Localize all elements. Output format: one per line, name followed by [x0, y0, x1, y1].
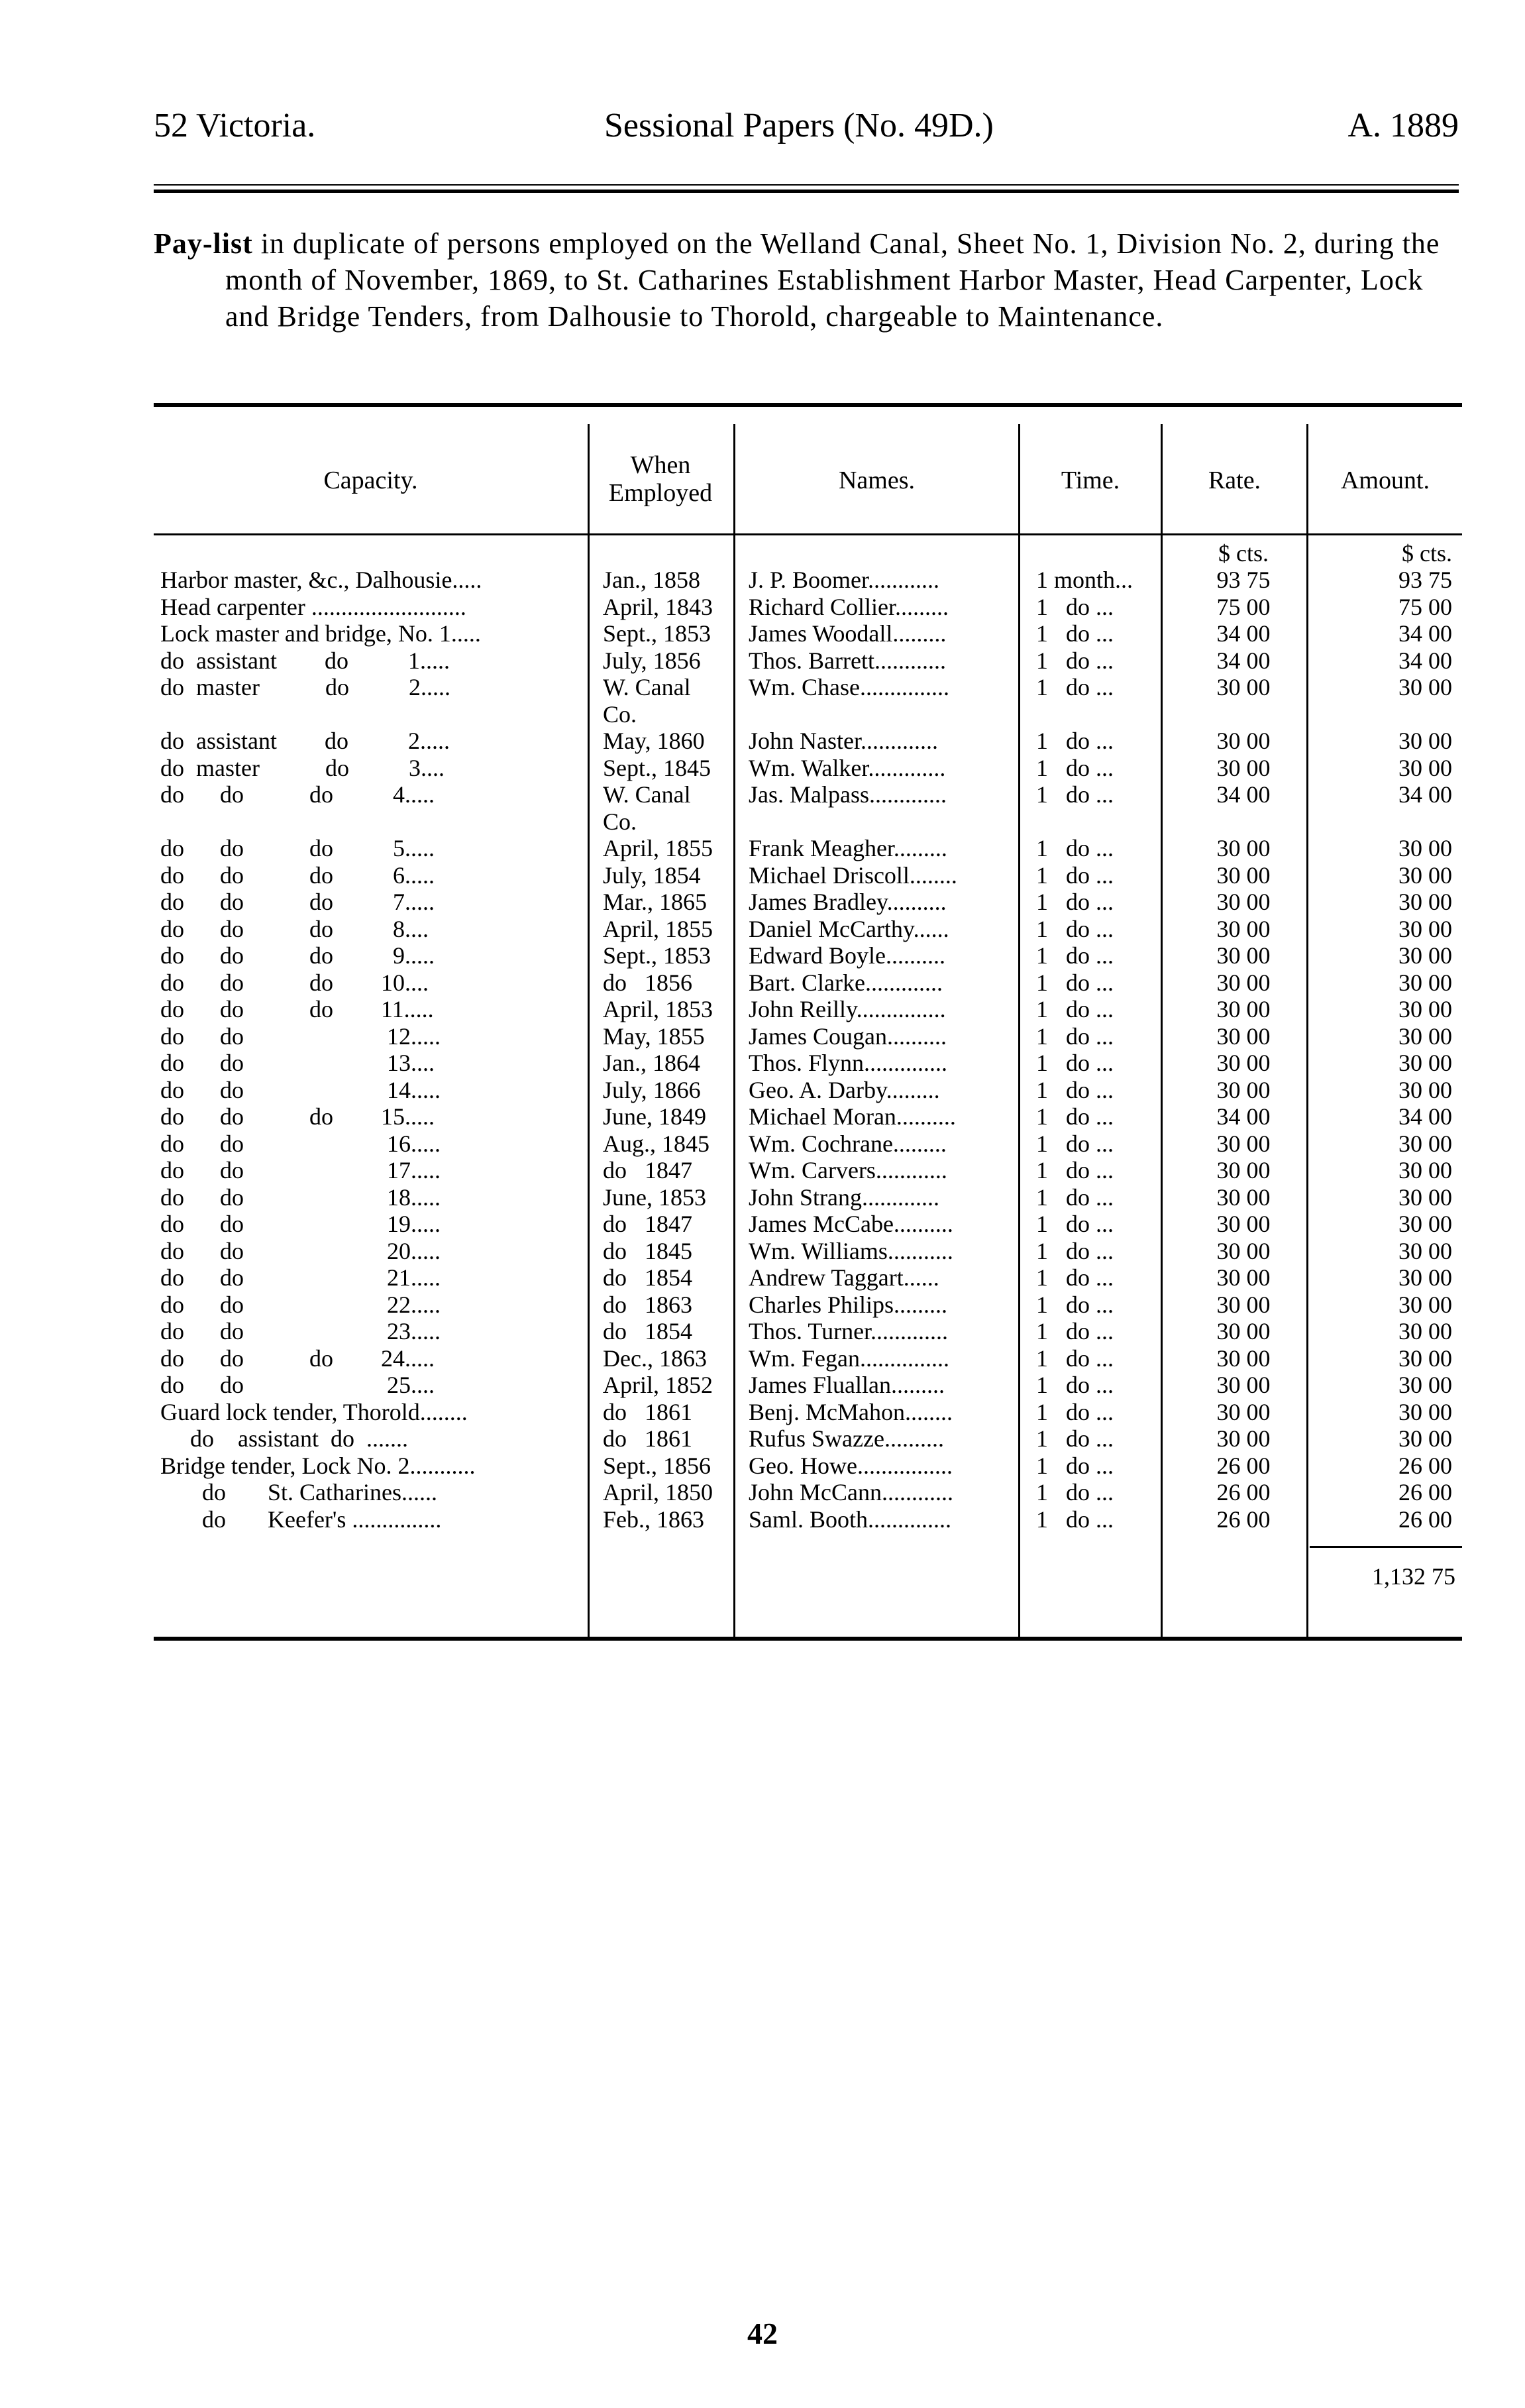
- when-employed-cell: do 1861: [603, 1425, 692, 1452]
- header-session: 52 Victoria.: [154, 107, 316, 144]
- time-cell: 1 do ...: [1036, 1398, 1114, 1425]
- when-employed-cell: Dec., 1863: [603, 1344, 707, 1372]
- rate-cell: 30 00: [1216, 674, 1271, 700]
- capacity-cell: do assistant do 1.....: [160, 647, 450, 674]
- table-row: [154, 1184, 1462, 1211]
- table-row: [154, 969, 1462, 996]
- table-row: [154, 996, 1462, 1022]
- rate-cell: 30 00: [1216, 1022, 1271, 1050]
- capacity-cell: do do 22.....: [160, 1291, 441, 1318]
- when-employed-cell: W. Canal: [603, 781, 691, 808]
- capacity-cell: Head carpenter ..........................: [160, 593, 466, 620]
- time-cell: 1 do ...: [1036, 1372, 1114, 1398]
- table-row: [154, 567, 1462, 593]
- capacity-cell: do do 21.....: [160, 1264, 441, 1291]
- amount-cell: 30 00: [1398, 942, 1452, 969]
- name-cell: Daniel McCarthy......: [749, 915, 949, 942]
- header-time: Time.: [1061, 466, 1120, 494]
- capacity-cell: do assistant do .......: [160, 1425, 408, 1452]
- when-employed-cell: do 1845: [603, 1237, 692, 1264]
- rate-cell: 34 00: [1216, 647, 1271, 674]
- rate-cell: 30 00: [1216, 1425, 1271, 1452]
- amount-cell: 30 00: [1398, 1264, 1452, 1291]
- header-rule-thick: [154, 190, 1459, 193]
- capacity-cell: do do do 10....: [160, 969, 429, 996]
- table-row: [154, 1211, 1462, 1237]
- name-cell: Wm. Cochrane.........: [749, 1130, 947, 1157]
- amount-cell: 34 00: [1398, 620, 1452, 647]
- capacity-cell: do do do 5.....: [160, 835, 435, 861]
- rate-cell: 30 00: [1216, 754, 1271, 781]
- when-employed-cell: July, 1866: [603, 1076, 701, 1103]
- header-amount: Amount.: [1340, 466, 1430, 494]
- time-cell: 1 do ...: [1036, 728, 1114, 754]
- when-employed-cell: do 1847: [603, 1157, 692, 1183]
- table-bottom-rule: [154, 1637, 1462, 1641]
- header-papers: Sessional Papers (No. 49D.): [604, 107, 994, 144]
- time-cell: 1 do ...: [1036, 969, 1114, 996]
- amount-cell: 30 00: [1398, 1211, 1452, 1237]
- when-employed-cell: May, 1860: [603, 728, 705, 754]
- rate-cell: 30 00: [1216, 1157, 1271, 1183]
- time-cell: 1 do ...: [1036, 1237, 1114, 1264]
- capacity-cell: Harbor master, &c., Dalhousie.....: [160, 567, 482, 593]
- capacity-cell: do do 18.....: [160, 1183, 441, 1211]
- table-row: [154, 647, 1462, 674]
- table-row: [154, 942, 1462, 969]
- total-amount: 1,132 75: [1372, 1563, 1455, 1590]
- time-cell: 1 do ...: [1036, 1103, 1114, 1130]
- when-employed-cell: Co.: [603, 808, 637, 835]
- rate-cell: 30 00: [1216, 1050, 1271, 1076]
- capacity-cell: do do 17.....: [160, 1157, 441, 1183]
- name-cell: James Woodall.........: [749, 620, 947, 647]
- time-cell: 1 do ...: [1036, 1479, 1114, 1505]
- name-cell: Thos. Barrett............: [749, 647, 946, 674]
- header-rate: Rate.: [1208, 466, 1261, 494]
- table-row: [154, 1050, 1462, 1076]
- capacity-cell: Guard lock tender, Thorold........: [160, 1398, 468, 1425]
- time-cell: 1 do ...: [1036, 1291, 1114, 1318]
- amount-cell: 30 00: [1398, 861, 1452, 889]
- capacity-cell: do do do 7.....: [160, 889, 435, 915]
- time-cell: 1 do ...: [1036, 861, 1114, 889]
- pay-list-table: [154, 398, 1462, 1637]
- capacity-cell: Lock master and bridge, No. 1.....: [160, 620, 481, 647]
- amount-cell: 30 00: [1398, 754, 1452, 781]
- capacity-cell: do do 14.....: [160, 1076, 441, 1103]
- name-cell: Thos. Turner.............: [749, 1318, 949, 1344]
- name-cell: Frank Meagher.........: [749, 835, 947, 861]
- rate-cell: 34 00: [1216, 620, 1271, 647]
- capacity-cell: do do 16.....: [160, 1130, 441, 1157]
- when-employed-cell: do 1856: [603, 969, 692, 996]
- table-row: [154, 620, 1462, 647]
- table-row: [154, 916, 1462, 942]
- document-title: [154, 225, 1462, 335]
- when-employed-cell: do 1854: [603, 1264, 692, 1291]
- when-employed-cell: do 1863: [603, 1291, 692, 1318]
- table-row: [154, 755, 1462, 781]
- amount-cell: 26 00: [1398, 1505, 1452, 1533]
- name-cell: Wm. Carvers............: [749, 1157, 947, 1183]
- table-row: [154, 1130, 1462, 1157]
- when-employed-cell: Jan., 1864: [603, 1050, 700, 1076]
- time-cell: 1 do ...: [1036, 754, 1114, 781]
- amount-cell: 30 00: [1398, 1425, 1452, 1452]
- time-cell: 1 do ...: [1036, 1344, 1114, 1372]
- rate-cell: 30 00: [1216, 1344, 1271, 1372]
- name-cell: James Cougan..........: [749, 1022, 947, 1050]
- time-cell: 1 do ...: [1036, 620, 1114, 647]
- amount-cell: 30 00: [1398, 1398, 1452, 1425]
- name-cell: Rufus Swazze..........: [749, 1425, 944, 1452]
- time-cell: 1 do ...: [1036, 942, 1114, 969]
- amount-cell: 30 00: [1398, 915, 1452, 942]
- amount-cell: 30 00: [1398, 1344, 1452, 1372]
- amount-cell: 30 00: [1398, 835, 1452, 861]
- rate-cell: 30 00: [1216, 835, 1271, 861]
- rate-cell: 30 00: [1216, 1291, 1271, 1318]
- amount-units: $ cts.: [1402, 540, 1452, 567]
- capacity-cell: do do 20.....: [160, 1237, 441, 1264]
- time-cell: 1 do ...: [1036, 1076, 1114, 1103]
- capacity-cell: do master do 3....: [160, 754, 445, 781]
- time-cell: 1 do ...: [1036, 1452, 1114, 1479]
- table-row: [154, 835, 1462, 861]
- rate-cell: 30 00: [1216, 861, 1271, 889]
- name-cell: Jas. Malpass.............: [749, 781, 947, 808]
- table-row: [154, 674, 1462, 700]
- table-row: [154, 1452, 1462, 1479]
- rate-cell: 30 00: [1216, 1372, 1271, 1398]
- rate-cell: 30 00: [1216, 969, 1271, 996]
- rate-cell: 93 75: [1216, 567, 1271, 593]
- when-employed-cell: do 1861: [603, 1398, 692, 1425]
- time-cell: 1 do ...: [1036, 1022, 1114, 1050]
- name-cell: Saml. Booth..............: [749, 1505, 952, 1533]
- table-row: [154, 1506, 1462, 1533]
- name-cell: Wm. Walker.............: [749, 754, 946, 781]
- rate-cell: 30 00: [1216, 1183, 1271, 1211]
- when-employed-cell: W. Canal: [603, 674, 691, 700]
- table-row: [154, 1479, 1462, 1505]
- rate-cell: 30 00: [1216, 1318, 1271, 1344]
- amount-cell: 26 00: [1398, 1479, 1452, 1505]
- amount-cell: 93 75: [1398, 567, 1452, 593]
- page-header: [154, 106, 1459, 159]
- rate-cell: 26 00: [1216, 1479, 1271, 1505]
- when-employed-cell: Sept., 1845: [603, 754, 711, 781]
- name-cell: John Strang.............: [749, 1183, 939, 1211]
- amount-cell: 30 00: [1398, 1050, 1452, 1076]
- when-employed-cell: Sept., 1856: [603, 1452, 711, 1479]
- header-names: Names.: [838, 466, 916, 494]
- when-employed-cell: July, 1854: [603, 861, 701, 889]
- when-employed-cell: Mar., 1865: [603, 889, 707, 915]
- title-text: in duplicate of persons employed on the Welland Canal, Sheet No. 1, Division No. 2, during the month of November, 1869, to St. Catharines Establishment Harbor Master, Head Carpenter, Lock and Bridge Tenders, from Dalhousie to Thorold, chargeable to Maintenance.: [225, 227, 1440, 333]
- capacity-cell: Bridge tender, Lock No. 2...........: [160, 1452, 476, 1479]
- time-cell: 1 do ...: [1036, 1425, 1114, 1452]
- capacity-cell: do do 13....: [160, 1050, 435, 1076]
- rate-cell: 75 00: [1216, 593, 1271, 620]
- when-employed-cell: April, 1852: [603, 1372, 713, 1398]
- table-row: [154, 808, 1462, 835]
- name-cell: John McCann............: [749, 1479, 953, 1505]
- rate-cell: 30 00: [1216, 996, 1271, 1022]
- capacity-cell: do do do 8....: [160, 915, 429, 942]
- when-employed-cell: Aug., 1845: [603, 1130, 710, 1157]
- table-row: [154, 1318, 1462, 1344]
- amount-cell: 30 00: [1398, 1318, 1452, 1344]
- name-cell: Geo. Howe................: [749, 1452, 953, 1479]
- rate-cell: 26 00: [1216, 1452, 1271, 1479]
- when-employed-cell: June, 1849: [603, 1103, 706, 1130]
- amount-cell: 30 00: [1398, 1183, 1452, 1211]
- name-cell: Edward Boyle..........: [749, 942, 945, 969]
- rate-cell: 26 00: [1216, 1505, 1271, 1533]
- time-cell: 1 do ...: [1036, 1157, 1114, 1183]
- table-row: [154, 701, 1462, 728]
- table-row: [154, 594, 1462, 620]
- rate-cell: 30 00: [1216, 1398, 1271, 1425]
- name-cell: J. P. Boomer............: [749, 567, 940, 593]
- name-cell: Wm. Chase...............: [749, 674, 949, 700]
- time-cell: 1 do ...: [1036, 647, 1114, 674]
- when-employed-cell: April, 1855: [603, 835, 713, 861]
- name-cell: James Bradley..........: [749, 889, 947, 915]
- name-cell: Wm. Fegan...............: [749, 1344, 949, 1372]
- time-cell: 1 do ...: [1036, 1264, 1114, 1291]
- capacity-cell: do do do 9.....: [160, 942, 435, 969]
- amount-cell: 34 00: [1398, 647, 1452, 674]
- table-row: [154, 1372, 1462, 1398]
- when-employed-cell: April, 1843: [603, 593, 713, 620]
- name-cell: Charles Philips.........: [749, 1291, 948, 1318]
- capacity-cell: do assistant do 2.....: [160, 728, 450, 754]
- total-rule: [1310, 1546, 1462, 1548]
- rate-cell: 30 00: [1216, 1264, 1271, 1291]
- name-cell: Wm. Williams...........: [749, 1237, 953, 1264]
- name-cell: Geo. A. Darby.........: [749, 1076, 940, 1103]
- amount-cell: 30 00: [1398, 1130, 1452, 1157]
- when-employed-cell: June, 1853: [603, 1183, 706, 1211]
- amount-cell: 26 00: [1398, 1452, 1452, 1479]
- time-cell: 1 do ...: [1036, 1130, 1114, 1157]
- amount-cell: 75 00: [1398, 593, 1452, 620]
- table-row: [154, 1399, 1462, 1425]
- capacity-cell: do do do 24.....: [160, 1344, 435, 1372]
- when-employed-cell: Sept., 1853: [603, 942, 711, 969]
- when-employed-cell: do 1854: [603, 1318, 692, 1344]
- rate-cell: 30 00: [1216, 1211, 1271, 1237]
- header-when-line2: Employed: [608, 479, 713, 507]
- table-row: [154, 781, 1462, 808]
- capacity-cell: do do do 11.....: [160, 996, 434, 1022]
- name-cell: James McCabe..........: [749, 1211, 953, 1237]
- name-cell: Thos. Flynn..............: [749, 1050, 948, 1076]
- amount-cell: 30 00: [1398, 1076, 1452, 1103]
- table-row: [154, 1103, 1462, 1130]
- table-row: [154, 1345, 1462, 1372]
- title-lead: Pay-list: [154, 227, 253, 260]
- table-row: [154, 889, 1462, 915]
- rate-cell: 34 00: [1216, 781, 1271, 808]
- rate-cell: 34 00: [1216, 1103, 1271, 1130]
- header-capacity: Capacity.: [323, 466, 418, 494]
- table-row: [154, 1157, 1462, 1183]
- rate-cell: 30 00: [1216, 915, 1271, 942]
- capacity-cell: do do do 15.....: [160, 1103, 435, 1130]
- when-employed-cell: Feb., 1863: [603, 1505, 704, 1533]
- time-cell: 1 do ...: [1036, 674, 1114, 700]
- capacity-cell: do do 12.....: [160, 1022, 441, 1050]
- rate-cell: 30 00: [1216, 1130, 1271, 1157]
- capacity-cell: do Keefer's ...............: [160, 1505, 442, 1533]
- amount-cell: 30 00: [1398, 1291, 1452, 1318]
- name-cell: Bart. Clarke.............: [749, 969, 943, 996]
- name-cell: Benj. McMahon........: [749, 1398, 953, 1425]
- amount-cell: 34 00: [1398, 1103, 1452, 1130]
- time-cell: 1 do ...: [1036, 781, 1114, 808]
- rate-cell: 30 00: [1216, 1237, 1271, 1264]
- table-row: [154, 1425, 1462, 1452]
- capacity-cell: do do 23.....: [160, 1318, 441, 1344]
- amount-cell: 30 00: [1398, 1157, 1452, 1183]
- rate-cell: 30 00: [1216, 942, 1271, 969]
- table-row: [154, 1077, 1462, 1103]
- time-cell: 1 do ...: [1036, 996, 1114, 1022]
- amount-cell: 30 00: [1398, 674, 1452, 700]
- table-row: [154, 1264, 1462, 1291]
- name-cell: Michael Driscoll........: [749, 861, 957, 889]
- time-cell: 1 do ...: [1036, 1183, 1114, 1211]
- table-row: [154, 728, 1462, 754]
- time-cell: 1 do ...: [1036, 1318, 1114, 1344]
- when-employed-cell: Sept., 1853: [603, 620, 711, 647]
- time-cell: 1 do ...: [1036, 889, 1114, 915]
- header-underline: [154, 533, 1462, 535]
- when-employed-cell: Co.: [603, 700, 637, 728]
- name-cell: James Fluallan.........: [749, 1372, 945, 1398]
- when-employed-cell: do 1847: [603, 1211, 692, 1237]
- header-rule-thin: [154, 184, 1459, 186]
- when-employed-cell: May, 1855: [603, 1022, 705, 1050]
- time-cell: 1 do ...: [1036, 593, 1114, 620]
- amount-cell: 30 00: [1398, 889, 1452, 915]
- when-employed-cell: April, 1853: [603, 996, 713, 1022]
- time-cell: 1 do ...: [1036, 835, 1114, 861]
- header-when-line1: When: [630, 451, 691, 479]
- name-cell: Andrew Taggart......: [749, 1264, 939, 1291]
- name-cell: Michael Moran..........: [749, 1103, 956, 1130]
- name-cell: Richard Collier.........: [749, 593, 949, 620]
- table-row: [154, 1291, 1462, 1318]
- table-row: [154, 862, 1462, 889]
- capacity-cell: do do do 4.....: [160, 781, 435, 808]
- time-cell: 1 do ...: [1036, 1050, 1114, 1076]
- time-cell: 1 do ...: [1036, 915, 1114, 942]
- capacity-cell: do master do 2.....: [160, 674, 450, 700]
- when-employed-cell: Jan., 1858: [603, 567, 700, 593]
- units-row: [154, 540, 1462, 567]
- name-cell: John Reilly...............: [749, 996, 946, 1022]
- when-employed-cell: April, 1855: [603, 915, 713, 942]
- capacity-cell: do do do 6.....: [160, 861, 435, 889]
- when-employed-cell: April, 1850: [603, 1479, 713, 1505]
- capacity-cell: do do 25....: [160, 1372, 435, 1398]
- rate-units: $ cts.: [1218, 540, 1269, 567]
- rate-cell: 30 00: [1216, 1076, 1271, 1103]
- time-cell: 1 do ...: [1036, 1211, 1114, 1237]
- amount-cell: 30 00: [1398, 1022, 1452, 1050]
- table-row: [154, 1238, 1462, 1264]
- amount-cell: 30 00: [1398, 969, 1452, 996]
- name-cell: John Naster.............: [749, 728, 938, 754]
- amount-cell: 34 00: [1398, 781, 1452, 808]
- time-cell: 1 do ...: [1036, 1505, 1114, 1533]
- page-number: 42: [747, 2317, 778, 2350]
- time-cell: 1 month...: [1036, 567, 1133, 593]
- rate-cell: 30 00: [1216, 728, 1271, 754]
- table-row: [154, 1023, 1462, 1050]
- header-year: A. 1889: [1347, 107, 1459, 144]
- amount-cell: 30 00: [1398, 1372, 1452, 1398]
- capacity-cell: do do 19.....: [160, 1211, 441, 1237]
- when-employed-cell: July, 1856: [603, 647, 701, 674]
- amount-cell: 30 00: [1398, 996, 1452, 1022]
- rate-cell: 30 00: [1216, 889, 1271, 915]
- capacity-cell: do St. Catharines......: [160, 1479, 437, 1505]
- amount-cell: 30 00: [1398, 1237, 1452, 1264]
- amount-cell: 30 00: [1398, 728, 1452, 754]
